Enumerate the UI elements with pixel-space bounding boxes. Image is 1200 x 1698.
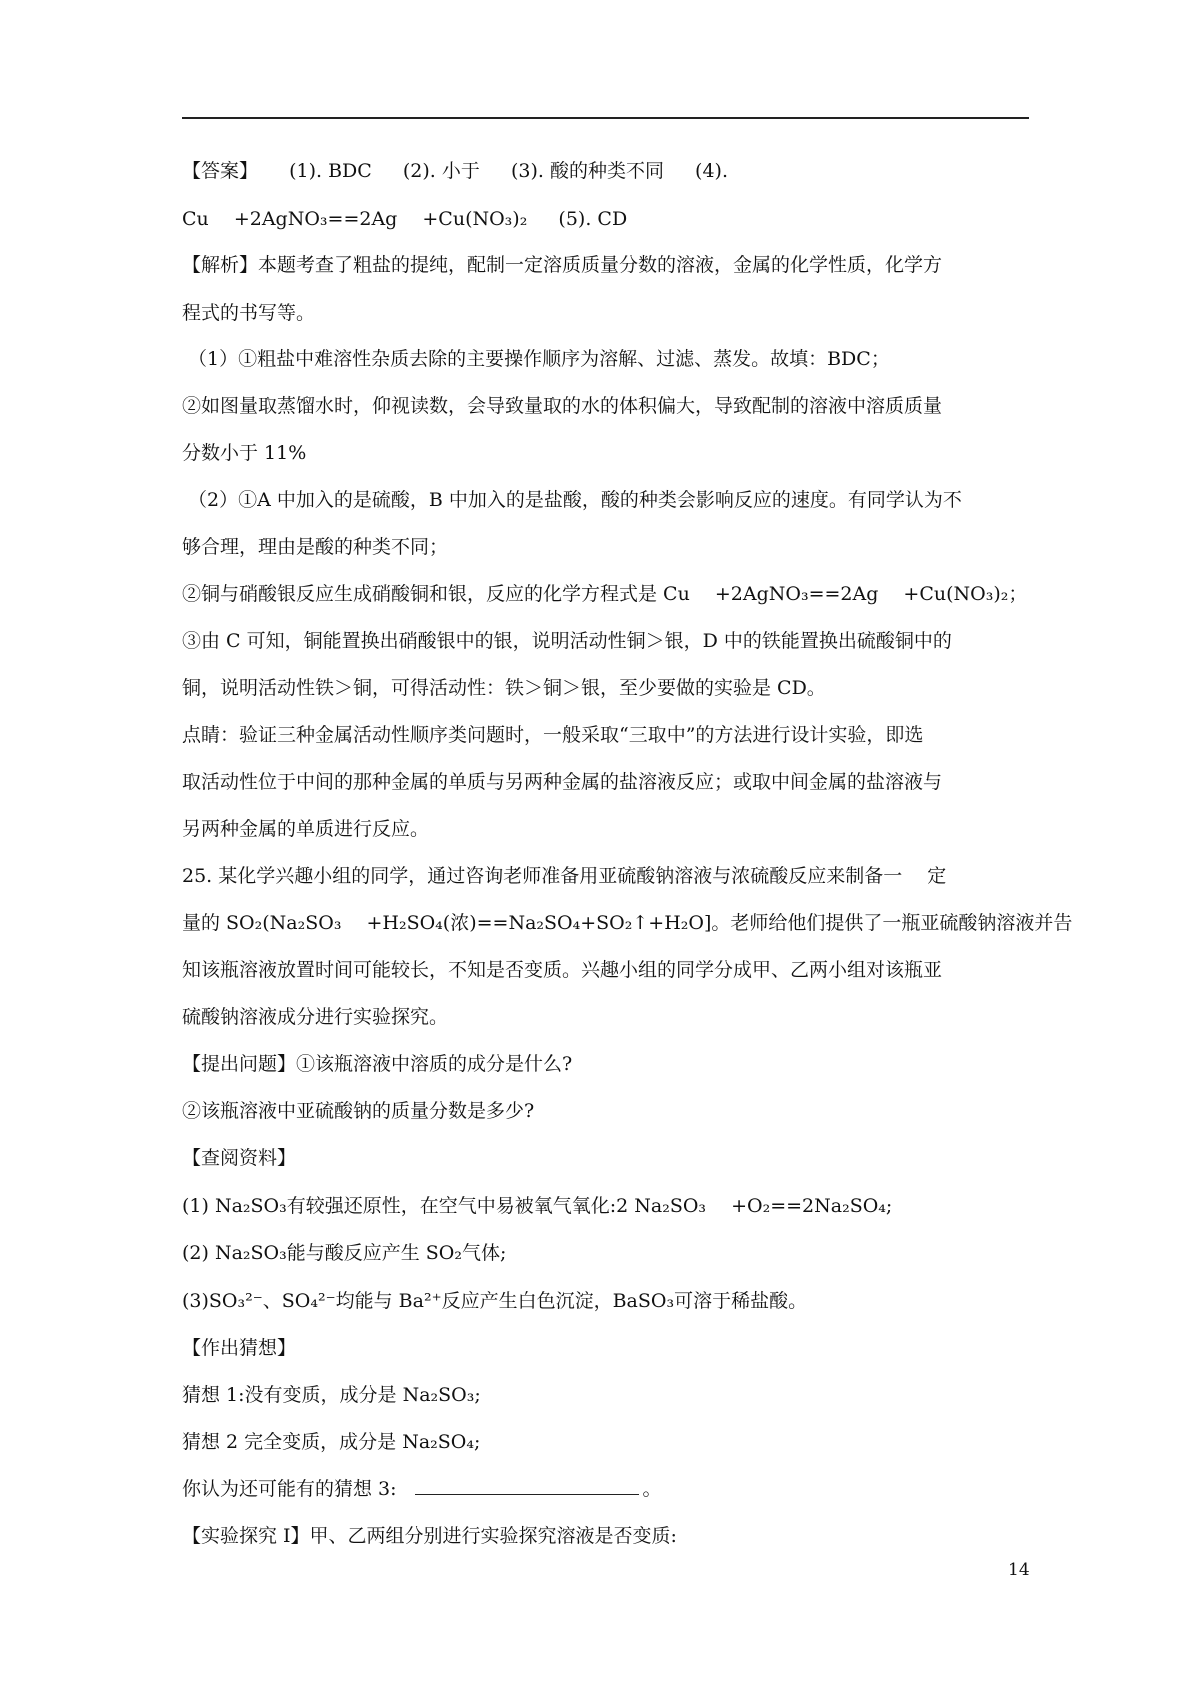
answer-blank[interactable] [415, 1476, 639, 1495]
hypothesis-heading: 【作出猜想】 [182, 1337, 297, 1359]
tip-line: 取活动性位于中间的那种金属的单质与另两种金属的盐溶液反应；或取中间金属的盐溶液与 [182, 771, 943, 793]
analysis-line: ③由 C 可知，铜能置换出硝酸银中的银，说明活动性铜＞银，D 中的铁能置换出硫酸铜中的 [182, 630, 952, 652]
analysis-line: 程式的书写等。 [182, 302, 316, 324]
analysis-line: 够合理，理由是酸的种类不同； [182, 536, 449, 558]
analysis-line: ②铜与硝酸银反应生成硝酸铜和银，反应的化学方程式是 Cu +2AgNO₃==2Ag +Cu(NO₃)₂； [182, 583, 1028, 605]
analysis-line: 【解析】本题考查了粗盐的提纯，配制一定溶质质量分数的溶液，金属的化学性质，化学方 [182, 254, 943, 276]
header-rule [182, 117, 1029, 119]
answer-line: 【答案】 (1). BDC (2). 小于 (3). 酸的种类不同 (4). [182, 160, 728, 182]
experiment-heading: 【实验探究 I】甲、乙两组分别进行实验探究溶液是否变质: [182, 1525, 677, 1547]
reference-heading: 【查阅资料】 [182, 1147, 297, 1169]
analysis-line: 分数小于 11% [182, 442, 307, 464]
hypothesis-line: 猜想 1:没有变质，成分是 Na₂SO₃; [182, 1384, 481, 1406]
analysis-line: （2）①A 中加入的是硫酸，B 中加入的是盐酸，酸的种类会影响反应的速度。有同学认为不 [188, 489, 962, 511]
question-25-line: 硫酸钠溶液成分进行实验探究。 [182, 1006, 449, 1028]
blank-suffix: 。 [642, 1478, 662, 1500]
reference-line: (2) Na₂SO₃能与酸反应产生 SO₂气体; [182, 1242, 507, 1264]
reference-line: (1) Na₂SO₃有较强还原性，在空气中易被氧气氧化:2 Na₂SO₃ +O₂==2Na₂SO₄; [182, 1195, 893, 1217]
tip-line: 点睛：验证三种金属活动性顺序类问题时，一般采取“三取中”的方法进行设计实验，即选 [182, 724, 924, 746]
analysis-line: ②如图量取蒸馏水时，仰视读数，会导致量取的水的体积偏大，导致配制的溶液中溶质质量 [182, 395, 943, 417]
reference-line: (3)SO₃²⁻、SO₄²⁻均能与 Ba²⁺反应产生白色沉淀，BaSO₃可溶于稀盐酸。 [182, 1290, 808, 1312]
page-number: 14 [1008, 1560, 1030, 1580]
analysis-line: （1）①粗盐中难溶性杂质去除的主要操作顺序为溶解、过滤、蒸发。故填：BDC； [188, 348, 890, 370]
hypothesis-3-prompt: 你认为还可能有的猜想 3: [182, 1478, 397, 1500]
analysis-line: 铜，说明活动性铁＞铜，可得活动性：铁＞铜＞银，至少要做的实验是 CD。 [182, 677, 826, 699]
hypothesis-3-line [182, 1476, 662, 1502]
question-25-line: 量的 SO₂(Na₂SO₃ +H₂SO₄(浓)==Na₂SO₄+SO₂↑+H₂O]。老师给他们提供了一瓶亚硫酸钠溶液并告 [182, 912, 1073, 934]
hypothesis-line: 猜想 2 完全变质，成分是 Na₂SO₄; [182, 1431, 481, 1453]
raise-question-line: ②该瓶溶液中亚硫酸钠的质量分数是多少? [182, 1100, 535, 1122]
tip-line: 另两种金属的单质进行反应。 [182, 818, 430, 840]
answer-equation-line: Cu +2AgNO₃==2Ag +Cu(NO₃)₂ (5). CD [182, 208, 628, 230]
question-25-line: 知该瓶溶液放置时间可能较长，不知是否变质。兴趣小组的同学分成甲、乙两小组对该瓶亚 [182, 959, 943, 981]
raise-question-line: 【提出问题】①该瓶溶液中溶质的成分是什么? [182, 1053, 573, 1075]
question-25-line: 25. 某化学兴趣小组的同学，通过咨询老师准备用亚硫酸钠溶液与浓硫酸反应来制备一 定 [182, 865, 947, 887]
